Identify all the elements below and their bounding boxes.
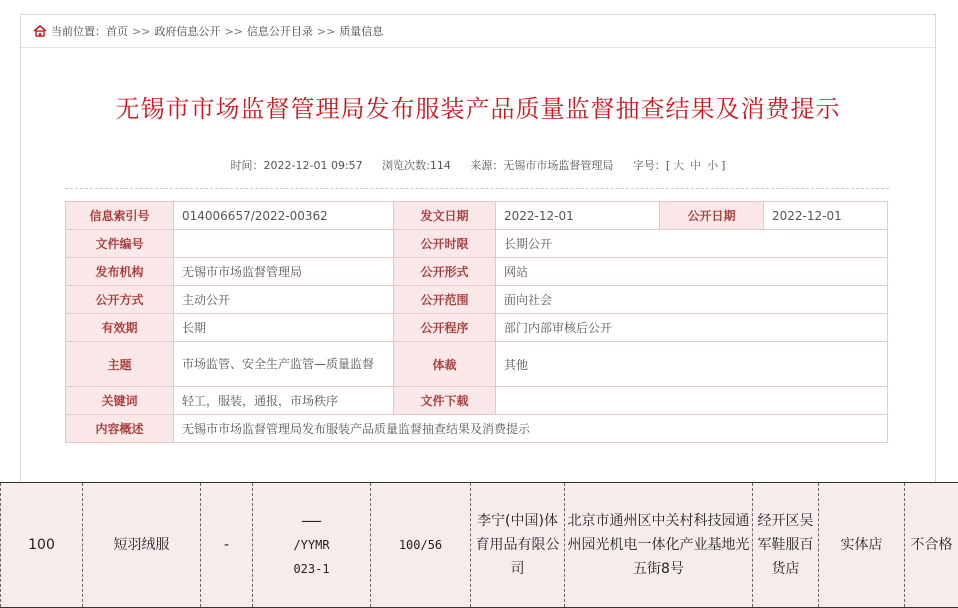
table-row	[66, 314, 888, 342]
article-meta	[21, 157, 935, 173]
breadcrumb	[21, 15, 935, 48]
result-no: 100	[1, 483, 83, 608]
result-product: 短羽绒服	[83, 483, 201, 608]
table-row	[1, 483, 958, 608]
file-download-label: 文件下载	[394, 387, 496, 415]
index-no-label: 信息索引号	[66, 202, 174, 230]
result-brand: -	[201, 483, 253, 608]
public-method-label: 公开方式	[66, 286, 174, 314]
genre-value: 其他	[496, 342, 888, 387]
breadcrumb-label: 当前位置：	[51, 25, 106, 38]
public-method-value: 主动公开	[174, 286, 394, 314]
public-procedure-value: 部门内部审核后公开	[496, 314, 888, 342]
breadcrumb-separator: >>	[132, 24, 151, 38]
view-count: 浏览次数:114	[382, 159, 451, 172]
breadcrumb-quality-info[interactable]: 质量信息	[339, 25, 384, 38]
genre-label: 体裁	[394, 342, 496, 387]
breadcrumb-home[interactable]: 首页	[106, 25, 128, 38]
divider	[65, 188, 889, 189]
font-size-control	[633, 159, 726, 172]
table-row	[66, 286, 888, 314]
issue-date-value: 2022-12-01	[496, 202, 660, 230]
font-size-label: 字号：[	[632, 159, 671, 172]
topic-value: 市场监管、安全生产监管—质量监督	[174, 342, 394, 387]
keywords-label: 关键词	[66, 387, 174, 415]
info-table	[65, 201, 888, 443]
font-large-link[interactable]: 大	[673, 159, 685, 172]
result-standard-line-2: /YYMR	[293, 538, 330, 552]
result-verdict: 不合格	[905, 483, 958, 608]
topic-label: 主题	[66, 342, 174, 387]
public-scope-value: 面向社会	[496, 286, 888, 314]
result-standard-line-3: 023-1	[293, 562, 330, 576]
summary-value: 无锡市市场监督管理局发布服装产品质量监督抽查结果及消费提示	[174, 415, 888, 443]
font-size-close: ]	[721, 159, 726, 172]
table-row	[66, 342, 888, 387]
public-term-value: 长期公开	[496, 230, 888, 258]
public-procedure-label: 公开程序	[394, 314, 496, 342]
publisher-label: 发布机构	[66, 258, 174, 286]
table-row	[66, 258, 888, 286]
home-icon	[33, 25, 47, 37]
issue-date-label: 发文日期	[394, 202, 496, 230]
publisher-value: 无锡市市场监督管理局	[174, 258, 394, 286]
result-address: 北京市通州区中关村科技园通州园光机电一体化产业基地光五街8号	[565, 483, 753, 608]
public-date-label: 公开日期	[660, 202, 764, 230]
table-row	[66, 387, 888, 415]
doc-number-value	[174, 230, 394, 258]
breadcrumb-catalog[interactable]: 信息公开目录	[246, 25, 313, 38]
source: 来源：无锡市市场监督管理局	[470, 159, 614, 172]
public-scope-label: 公开范围	[394, 286, 496, 314]
result-seller: 经开区吴军鞋服百货店	[753, 483, 819, 608]
file-download-value[interactable]	[496, 387, 888, 415]
result-standard	[253, 483, 371, 608]
breadcrumb-separator: >>	[224, 24, 243, 38]
result-manufacturer: 李宁(中国)体育用品有限公司	[471, 483, 565, 608]
index-no-value: 014006657/2022-00362	[174, 202, 394, 230]
result-standard-line-1: ——	[301, 511, 322, 530]
font-small-link[interactable]: 小	[707, 159, 719, 172]
article-title: 无锡市市场监督管理局发布服装产品质量监督抽查结果及消费提示	[115, 95, 841, 123]
table-row	[66, 415, 888, 443]
table-row	[66, 202, 888, 230]
result-channel: 实体店	[819, 483, 905, 608]
result-table	[0, 482, 958, 608]
validity-value: 长期	[174, 314, 394, 342]
breadcrumb-separator: >>	[316, 24, 336, 38]
font-medium-link[interactable]: 中	[690, 159, 702, 172]
content-frame	[20, 14, 936, 486]
public-term-label: 公开时限	[394, 230, 496, 258]
public-form-label: 公开形式	[394, 258, 496, 286]
table-row	[66, 230, 888, 258]
public-form-value: 网站	[496, 258, 888, 286]
keywords-value: 轻工，服装，通报，市场秩序	[174, 387, 394, 415]
publish-time: 时间：2022-12-01 09:57	[230, 159, 363, 172]
result-spec: 100/56	[371, 483, 471, 608]
doc-number-label: 文件编号	[66, 230, 174, 258]
breadcrumb-gov-info[interactable]: 政府信息公开	[154, 25, 221, 38]
public-date-value: 2022-12-01	[764, 202, 888, 230]
summary-label: 内容概述	[66, 415, 174, 443]
validity-label: 有效期	[66, 314, 174, 342]
